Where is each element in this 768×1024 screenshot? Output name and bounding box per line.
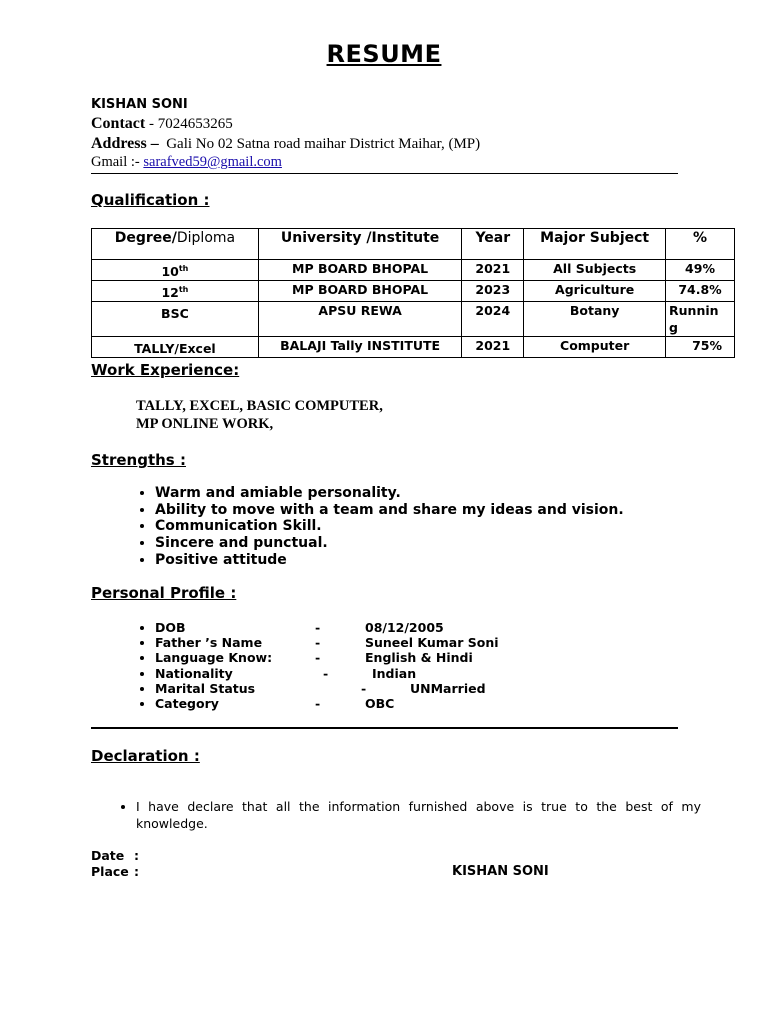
place-label: Place bbox=[91, 864, 129, 879]
date-colon: : bbox=[134, 848, 139, 863]
cell-university: BALAJI Tally INSTITUTE bbox=[258, 337, 462, 358]
profile-key: Nationality bbox=[155, 665, 233, 681]
cell-university: APSU REWA bbox=[258, 302, 462, 337]
declaration-heading: Declaration : bbox=[91, 747, 200, 765]
cell-subject: Agriculture bbox=[524, 281, 666, 302]
profile-value: English & Hindi bbox=[365, 650, 473, 666]
table-row bbox=[92, 260, 735, 281]
table-row bbox=[92, 302, 735, 337]
list-item: • Sincere and punctual. bbox=[155, 535, 624, 552]
cell-university: MP BOARD BHOPAL bbox=[258, 260, 462, 281]
list-item: • Communication Skill. bbox=[155, 518, 624, 535]
profile-value: UNMarried bbox=[410, 680, 486, 696]
header-university: University /Institute bbox=[258, 229, 462, 260]
profile-dash: - bbox=[315, 635, 321, 651]
list-item: • Ability to move with a team and share my ideas and vision. bbox=[155, 502, 624, 519]
profile-divider bbox=[91, 727, 678, 729]
profile-key: Language Know: bbox=[155, 650, 273, 666]
header-percent: % bbox=[666, 229, 735, 260]
cell-degree: BSC bbox=[92, 302, 259, 337]
gmail-link[interactable]: sarafved59@gmail.com bbox=[143, 154, 282, 170]
strengths-heading: Strengths : bbox=[91, 451, 186, 469]
resume-title: RESUME bbox=[326, 40, 442, 68]
address-label: Address – bbox=[91, 135, 159, 152]
place-colon: : bbox=[134, 864, 139, 879]
cell-degree: 12th bbox=[92, 281, 259, 302]
cell-percent: 75% bbox=[666, 337, 735, 358]
contact-value: 7024653265 bbox=[157, 116, 233, 132]
work-heading: Work Experience: bbox=[91, 361, 240, 379]
cell-year: 2021 bbox=[462, 337, 524, 358]
contact-label: Contact bbox=[91, 115, 146, 132]
cell-degree: TALLY/Excel bbox=[92, 337, 259, 358]
profile-dash: - bbox=[361, 680, 367, 696]
profile-dash: - bbox=[315, 620, 321, 635]
profile-key: Marital Status bbox=[155, 680, 256, 696]
profile-list bbox=[135, 620, 499, 711]
declaration-list bbox=[112, 798, 701, 832]
header-year: Year bbox=[462, 229, 524, 260]
cell-year: 2023 bbox=[462, 281, 524, 302]
signature-name: KISHAN SONI bbox=[452, 864, 549, 879]
cell-percent: 49% bbox=[666, 260, 735, 281]
header-divider bbox=[91, 173, 678, 174]
profile-key: Category bbox=[155, 695, 219, 711]
cell-degree: 10th bbox=[92, 260, 259, 281]
work-line: MP ONLINE WORK, bbox=[136, 416, 274, 432]
header-degree: Degree/Diploma bbox=[92, 229, 259, 260]
table-row bbox=[92, 281, 735, 302]
cell-subject: Botany bbox=[524, 302, 666, 337]
candidate-name: KISHAN SONI bbox=[91, 97, 188, 112]
address-value: Gali No 02 Satna road maihar District Maihar, (MP) bbox=[166, 136, 481, 152]
address-line bbox=[91, 135, 480, 153]
cell-year: 2024 bbox=[462, 302, 524, 337]
contact-sep: - bbox=[145, 116, 158, 132]
profile-dash: - bbox=[323, 665, 329, 681]
cell-subject: All Subjects bbox=[524, 260, 666, 281]
profile-key: Father ’s Name bbox=[155, 635, 263, 651]
gmail-line bbox=[91, 154, 282, 171]
date-label: Date bbox=[91, 848, 125, 863]
work-line: TALLY, EXCEL, BASIC COMPUTER, bbox=[136, 398, 383, 414]
list-item: • Positive attitude bbox=[155, 552, 624, 569]
cell-subject: Computer bbox=[524, 337, 666, 358]
declaration-text: • I have declare that all the information furnished above is true to the best of my knowledge. bbox=[136, 798, 701, 832]
profile-key: DOB bbox=[155, 620, 186, 635]
profile-value: 08/12/2005 bbox=[365, 620, 444, 635]
cell-university: MP BOARD BHOPAL bbox=[258, 281, 462, 302]
contact-line bbox=[91, 115, 233, 133]
profile-value: Suneel Kumar Soni bbox=[365, 635, 499, 651]
table-row bbox=[92, 337, 735, 358]
qualification-heading: Qualification : bbox=[91, 191, 210, 209]
profile-dash: - bbox=[315, 650, 321, 666]
qualification-table bbox=[91, 228, 735, 358]
list-item: • Warm and amiable personality. bbox=[155, 485, 624, 502]
gmail-label: Gmail :- bbox=[91, 154, 144, 170]
strengths-list bbox=[135, 485, 624, 569]
profile-value: Indian bbox=[372, 665, 417, 681]
header-subject: Major Subject bbox=[524, 229, 666, 260]
cell-percent: Runnin g bbox=[666, 302, 735, 337]
profile-value: OBC bbox=[365, 695, 395, 711]
profile-heading: Personal Profile : bbox=[91, 584, 237, 602]
cell-year: 2021 bbox=[462, 260, 524, 281]
cell-percent: 74.8% bbox=[666, 281, 735, 302]
profile-dash: - bbox=[315, 695, 321, 711]
table-header-row bbox=[92, 229, 735, 260]
